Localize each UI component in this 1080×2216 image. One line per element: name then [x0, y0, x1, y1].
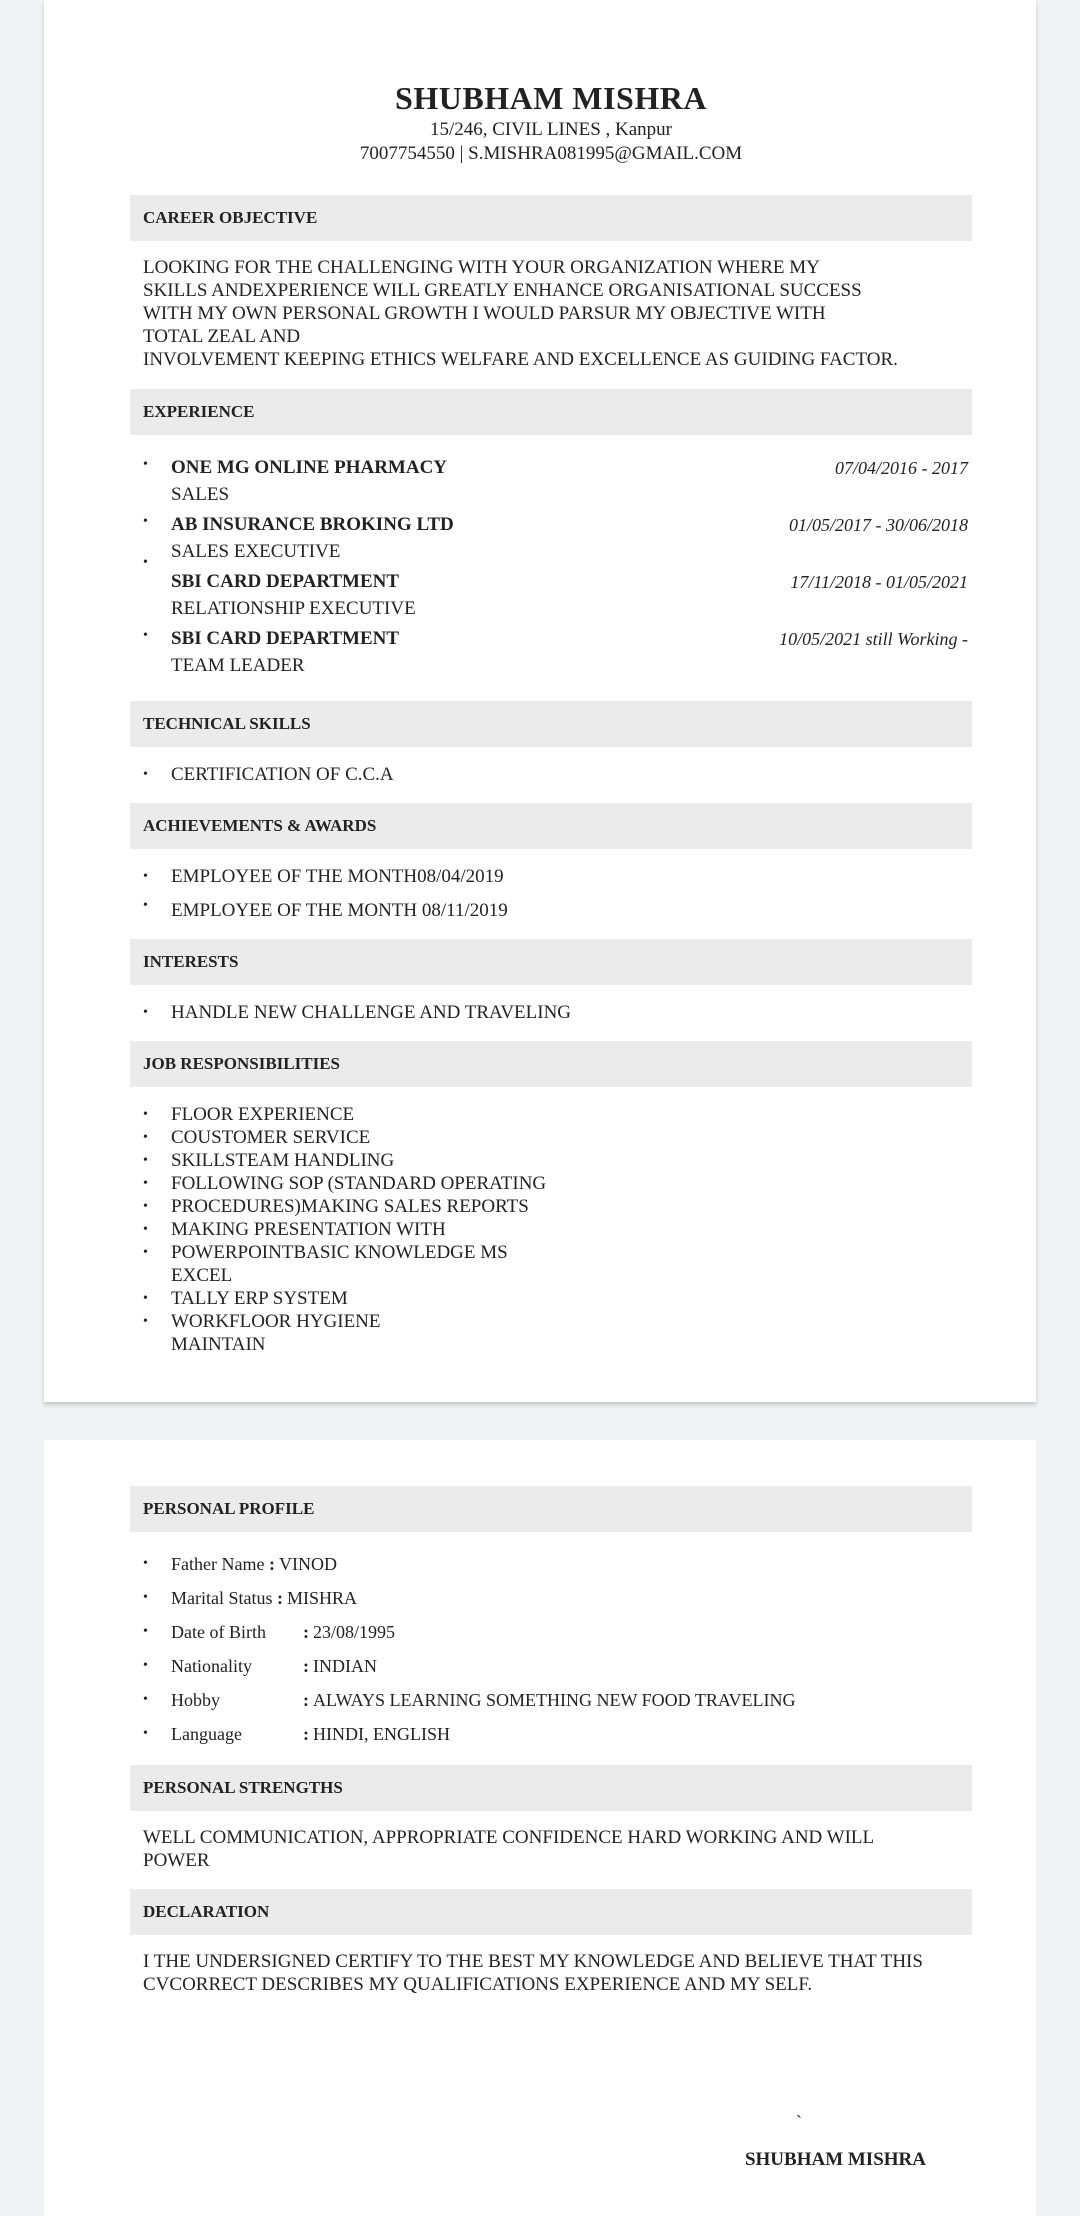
- bullet: •: [143, 1291, 148, 1306]
- achievement-text: EMPLOYEE OF THE MONTH 08/11/2019: [171, 900, 508, 921]
- list-item: [130, 1195, 972, 1218]
- experience-role: TEAM LEADER: [171, 655, 305, 676]
- bullet: •: [143, 1624, 148, 1639]
- profile-value: HINDI, ENGLISH: [313, 1724, 450, 1744]
- experience-role: SALES EXECUTIVE: [171, 541, 341, 562]
- personal-strengths-section: [130, 1765, 972, 1872]
- section-heading: CAREER OBJECTIVE: [130, 195, 972, 241]
- bullet: •: [143, 1692, 148, 1707]
- bullet: •: [143, 1130, 148, 1145]
- experience-date: 07/04/2016 - 2017: [835, 458, 968, 478]
- section-heading: DECLARATION: [130, 1889, 972, 1935]
- section-heading: TECHNICAL SKILLS: [130, 701, 972, 747]
- section-heading: PERSONAL STRENGTHS: [130, 1765, 972, 1811]
- objective-line: TOTAL ZEAL AND: [143, 326, 301, 347]
- bullet: •: [143, 555, 148, 570]
- responsibility-text: WORKFLOOR HYGIENE: [171, 1311, 381, 1332]
- technical-skills-section: [130, 701, 972, 786]
- experience-date: 01/05/2017 - 30/06/2018: [789, 515, 968, 535]
- profile-row-marital-status: [130, 1581, 972, 1615]
- bullet: •: [143, 1314, 148, 1329]
- strengths-line: POWER: [143, 1850, 210, 1871]
- profile-row-hobby: [130, 1683, 972, 1717]
- skill-text: CERTIFICATION OF C.C.A: [171, 764, 394, 785]
- experience-date: 10/05/2021 still Working -: [779, 629, 968, 649]
- list-item: [130, 1287, 972, 1310]
- section-heading: ACHIEVEMENTS & AWARDS: [130, 803, 972, 849]
- profile-row-nationality: [130, 1649, 972, 1683]
- profile-value: INDIAN: [313, 1656, 377, 1676]
- experience-item: [130, 455, 972, 508]
- profile-separator: :: [303, 1656, 309, 1676]
- contact-line: 7007754550 | S.MISHRA081995@GMAIL.COM: [359, 143, 743, 164]
- bullet: •: [143, 1556, 148, 1571]
- list-item: [130, 1241, 972, 1264]
- interests-section: [130, 939, 972, 1024]
- profile-separator: :: [303, 1690, 309, 1710]
- responsibility-text: MAKING PRESENTATION WITH: [171, 1219, 446, 1240]
- profile-value: 23/08/1995: [313, 1622, 396, 1642]
- profile-value: MISHRA: [287, 1588, 358, 1608]
- resume-page-2: [44, 1440, 1036, 2216]
- bullet: •: [143, 1153, 148, 1168]
- responsibility-text: COUSTOMER SERVICE: [171, 1127, 371, 1148]
- profile-row-language: [130, 1717, 972, 1751]
- profile-label: Marital Status: [171, 1588, 273, 1608]
- section-heading: INTERESTS: [130, 939, 972, 985]
- resume-page-1: [44, 0, 1036, 1402]
- bullet: •: [143, 1107, 148, 1122]
- responsibility-text: PROCEDURES)MAKING SALES REPORTS: [171, 1196, 529, 1217]
- experience-role: RELATIONSHIP EXECUTIVE: [171, 598, 416, 619]
- section-heading: JOB RESPONSIBILITIES: [130, 1041, 972, 1087]
- interest-text: HANDLE NEW CHALLENGE AND TRAVELING: [171, 1002, 572, 1023]
- profile-label: Nationality: [171, 1656, 252, 1676]
- candidate-name: SHUBHAM MISHRA: [395, 80, 707, 116]
- bullet: •: [143, 767, 148, 782]
- job-responsibilities-section: [130, 1041, 972, 1356]
- bullet: •: [143, 1590, 148, 1605]
- profile-label: Hobby: [171, 1690, 220, 1710]
- career-objective-section: [130, 195, 972, 371]
- section-heading: PERSONAL PROFILE: [130, 1486, 972, 1532]
- bullet: •: [143, 1245, 148, 1260]
- bullet: •: [143, 1726, 148, 1741]
- objective-line: INVOLVEMENT KEEPING ETHICS WELFARE AND EXCELLENCE AS GUIDING FACTOR.: [143, 349, 898, 370]
- responsibility-text: SKILLSTEAM HANDLING: [171, 1150, 395, 1171]
- responsibility-text: POWERPOINTBASIC KNOWLEDGE MS: [171, 1242, 508, 1263]
- list-item: [130, 1149, 972, 1172]
- experience-org: ONE MG ONLINE PHARMACY: [171, 457, 448, 478]
- achievements-section: [130, 803, 972, 922]
- list-item: [130, 1103, 972, 1126]
- bullet: •: [143, 1658, 148, 1673]
- profile-separator: :: [268, 1554, 275, 1574]
- personal-profile-section: [130, 1486, 972, 1751]
- list-item: [130, 865, 972, 888]
- bullet: •: [143, 1199, 148, 1214]
- experience-role: SALES: [171, 484, 230, 505]
- career-objective-text: [130, 256, 972, 371]
- profile-row-father-name: [130, 1547, 972, 1581]
- bullet: •: [143, 1176, 148, 1191]
- bullet: •: [143, 1005, 148, 1020]
- profile-label: Language: [171, 1724, 242, 1744]
- profile-label: Father Name: [171, 1554, 265, 1574]
- declaration-section: [130, 1889, 972, 1996]
- list-item: [130, 1172, 972, 1195]
- bullet: •: [143, 1222, 148, 1237]
- list-item-continuation: [130, 1333, 972, 1356]
- objective-line: LOOKING FOR THE CHALLENGING WITH YOUR ORGANIZATION WHERE MY: [143, 257, 820, 278]
- list-item: [130, 1310, 972, 1333]
- declaration-line: CVCORRECT DESCRIBES MY QUALIFICATIONS EXPERIENCE AND MY SELF.: [143, 1974, 813, 1995]
- responsibility-text: TALLY ERP SYSTEM: [171, 1288, 348, 1309]
- experience-item: [130, 512, 972, 565]
- address: 15/246, CIVIL LINES , Kanpur: [429, 119, 673, 140]
- experience-section: [130, 389, 972, 679]
- section-heading: EXPERIENCE: [130, 389, 972, 435]
- profile-value: ALWAYS LEARNING SOMETHING NEW FOOD TRAVELING: [313, 1690, 796, 1710]
- objective-line: WITH MY OWN PERSONAL GROWTH I WOULD PARSUR MY OBJECTIVE WITH: [143, 303, 826, 324]
- profile-separator: :: [303, 1622, 309, 1642]
- experience-item: [130, 555, 972, 622]
- experience-org: SBI CARD DEPARTMENT: [171, 628, 400, 649]
- list-item: [130, 1001, 972, 1024]
- responsibility-text: EXCEL: [171, 1265, 233, 1286]
- profile-separator: :: [303, 1724, 309, 1744]
- responsibility-text: MAINTAIN: [171, 1334, 266, 1355]
- profile-separator: :: [277, 1588, 283, 1608]
- responsibility-text: FLOOR EXPERIENCE: [171, 1104, 355, 1125]
- objective-line: SKILLS ANDEXPERIENCE WILL GREATLY ENHANCE ORGANISATIONAL SUCCESS: [143, 280, 862, 301]
- resume-header: [130, 82, 972, 166]
- bullet: •: [143, 869, 148, 884]
- experience-item: [130, 626, 972, 679]
- experience-org: SBI CARD DEPARTMENT: [171, 571, 400, 592]
- list-item: [130, 1218, 972, 1241]
- signature-name: SHUBHAM MISHRA: [744, 2149, 926, 2170]
- strengths-line: WELL COMMUNICATION, APPROPRIATE CONFIDENCE HARD WORKING AND WILL: [143, 1827, 875, 1848]
- list-item-continuation: [130, 1264, 972, 1287]
- bullet: •: [143, 514, 148, 529]
- experience-date: 17/11/2018 - 01/05/2021: [790, 572, 968, 592]
- bullet: •: [143, 628, 148, 643]
- list-item: [130, 763, 972, 786]
- signature-mark: `: [796, 2112, 802, 2132]
- achievement-text: EMPLOYEE OF THE MONTH08/04/2019: [171, 866, 504, 887]
- list-item: [130, 899, 972, 922]
- list-item: [130, 1126, 972, 1149]
- profile-label: Date of Birth: [171, 1622, 266, 1642]
- bullet: •: [143, 898, 148, 913]
- declaration-line: I THE UNDERSIGNED CERTIFY TO THE BEST MY KNOWLEDGE AND BELIEVE THAT THIS: [143, 1951, 923, 1972]
- profile-value: VINOD: [278, 1554, 337, 1574]
- responsibility-text: FOLLOWING SOP (STANDARD OPERATING: [171, 1173, 547, 1194]
- experience-org: AB INSURANCE BROKING LTD: [171, 514, 454, 535]
- profile-row-date-of-birth: [130, 1615, 972, 1649]
- bullet: •: [143, 457, 148, 472]
